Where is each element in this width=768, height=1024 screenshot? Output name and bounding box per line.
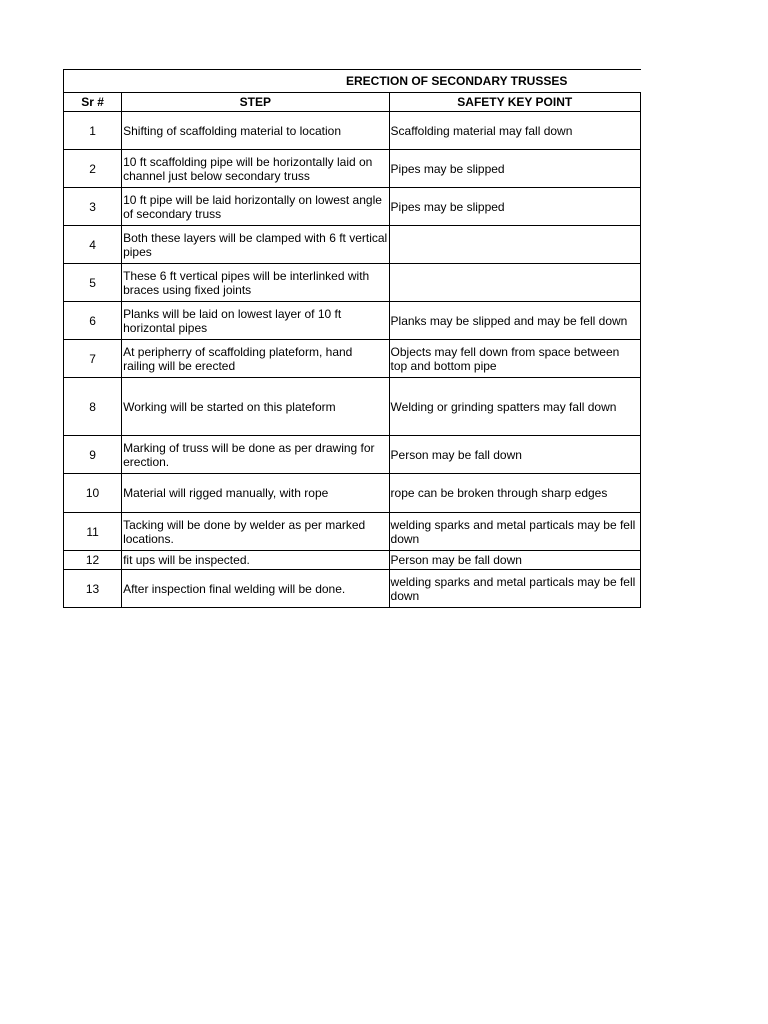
row-sr: 4 xyxy=(64,226,122,264)
table-row xyxy=(64,340,641,378)
header-row xyxy=(64,93,641,112)
row-safety: welding sparks and metal particals may be fell down xyxy=(389,513,640,551)
row-safety: Pipes may be slipped xyxy=(389,150,640,188)
row-safety xyxy=(389,264,640,302)
row-sr: 9 xyxy=(64,436,122,474)
table-row xyxy=(64,226,641,264)
row-safety: Pipes may be slipped xyxy=(389,188,640,226)
row-safety: Objects may fell down from space between top and bottom pipe xyxy=(389,340,640,378)
row-safety: rope can be broken through sharp edges xyxy=(389,474,640,513)
title-row xyxy=(64,70,641,93)
row-sr: 2 xyxy=(64,150,122,188)
row-step: These 6 ft vertical pipes will be interlinked with braces using fixed joints xyxy=(122,264,389,302)
row-sr: 13 xyxy=(64,570,122,608)
row-step: Material will rigged manually, with rope xyxy=(122,474,389,513)
table-row xyxy=(64,264,641,302)
row-step: Marking of truss will be done as per drawing for erection. xyxy=(122,436,389,474)
row-step: fit ups will be inspected. xyxy=(122,551,389,570)
safety-table xyxy=(63,69,641,608)
row-step: Tacking will be done by welder as per marked locations. xyxy=(122,513,389,551)
row-step: Working will be started on this plateform xyxy=(122,378,389,436)
row-step: At peripherry of scaffolding plateform, hand railing will be erected xyxy=(122,340,389,378)
row-step: After inspection final welding will be done. xyxy=(122,570,389,608)
row-sr: 6 xyxy=(64,302,122,340)
row-safety: Planks may be slipped and may be fell down xyxy=(389,302,640,340)
table-row xyxy=(64,436,641,474)
row-step: Shifting of scaffolding material to location xyxy=(122,112,389,150)
table-row xyxy=(64,570,641,608)
row-step: 10 ft scaffolding pipe will be horizontally laid on channel just below secondary truss xyxy=(122,150,389,188)
row-safety: Person may be fall down xyxy=(389,436,640,474)
document-title: ERECTION OF SECONDARY TRUSSES xyxy=(64,70,641,93)
row-safety: welding sparks and metal particals may be fell down xyxy=(389,570,640,608)
row-step: Both these layers will be clamped with 6 ft vertical pipes xyxy=(122,226,389,264)
row-sr: 5 xyxy=(64,264,122,302)
row-safety xyxy=(389,226,640,264)
row-sr: 8 xyxy=(64,378,122,436)
row-sr: 1 xyxy=(64,112,122,150)
table-row xyxy=(64,188,641,226)
table-row xyxy=(64,150,641,188)
table-row xyxy=(64,513,641,551)
row-sr: 7 xyxy=(64,340,122,378)
row-safety: Scaffolding material may fall down xyxy=(389,112,640,150)
table-row xyxy=(64,112,641,150)
row-safety: Person may be fall down xyxy=(389,551,640,570)
row-step: 10 ft pipe will be laid horizontally on lowest angle of secondary truss xyxy=(122,188,389,226)
header-step: STEP xyxy=(122,93,389,112)
row-sr: 12 xyxy=(64,551,122,570)
row-sr: 10 xyxy=(64,474,122,513)
row-sr: 11 xyxy=(64,513,122,551)
row-step: Planks will be laid on lowest layer of 10 ft horizontal pipes xyxy=(122,302,389,340)
table-row xyxy=(64,474,641,513)
row-safety: Welding or grinding spatters may fall down xyxy=(389,378,640,436)
table-row xyxy=(64,378,641,436)
table-row xyxy=(64,302,641,340)
header-sr: Sr # xyxy=(64,93,122,112)
header-safety: SAFETY KEY POINT xyxy=(389,93,640,112)
table-row xyxy=(64,551,641,570)
row-sr: 3 xyxy=(64,188,122,226)
